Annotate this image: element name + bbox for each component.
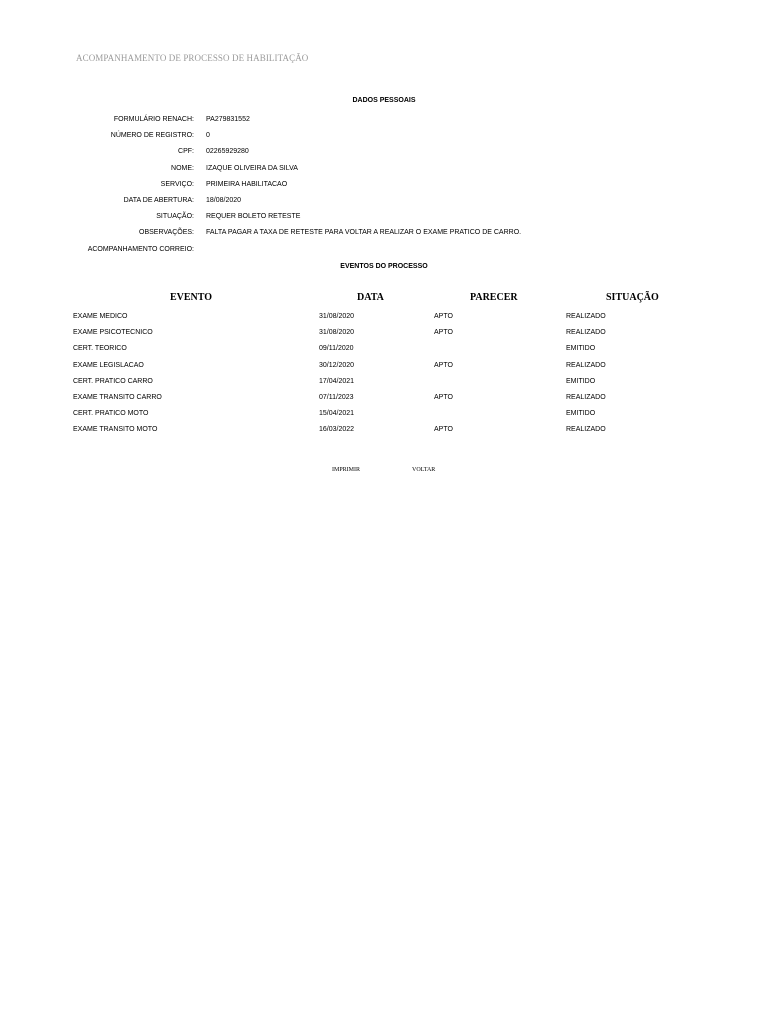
cell-data: 31/08/2020	[319, 329, 355, 336]
cell-data: 09/11/2020	[319, 345, 354, 352]
field-row-servico	[0, 181, 768, 193]
cell-evento: EXAME LEGISLACAO	[73, 362, 144, 369]
cell-evento: CERT. PRATICO CARRO	[73, 378, 153, 385]
field-label: OBSERVAÇÕES:	[139, 229, 194, 236]
imprimir-button[interactable]: IMPRIMIR	[332, 467, 361, 473]
column-header-parecer: PARECER	[470, 292, 518, 303]
cell-evento: EXAME TRANSITO CARRO	[73, 394, 162, 401]
column-header-situacao: SITUAÇÃO	[606, 292, 659, 303]
field-label: SERVIÇO:	[160, 181, 194, 188]
cell-situacao: REALIZADO	[566, 394, 606, 401]
field-value: 02265929280	[206, 148, 249, 155]
field-value: 18/08/2020	[206, 197, 242, 204]
eventos-processo-title: EVENTOS DO PROCESSO	[340, 263, 428, 270]
cell-situacao: EMITIDO	[566, 410, 596, 417]
field-label: CPF:	[178, 148, 194, 155]
page-header-title: ACOMPANHAMENTO DE PROCESSO DE HABILITAÇÃO	[76, 53, 309, 63]
cell-situacao: REALIZADO	[566, 329, 606, 336]
cell-situacao: REALIZADO	[566, 313, 606, 320]
field-value: PRIMEIRA HABILITACAO	[206, 181, 288, 188]
field-label: SITUAÇÃO:	[156, 213, 194, 220]
field-label: NÚMERO DE REGISTRO:	[110, 132, 194, 139]
table-row	[0, 378, 768, 390]
cell-situacao: REALIZADO	[566, 426, 606, 433]
cell-parecer: APTO	[434, 329, 453, 336]
field-row-renach	[0, 116, 768, 128]
cell-evento: EXAME TRANSITO MOTO	[73, 426, 158, 433]
voltar-button[interactable]: VOLTAR	[412, 467, 436, 473]
field-row-correio	[0, 246, 768, 258]
field-row-observacoes	[0, 229, 768, 241]
cell-data: 15/04/2021	[319, 410, 355, 417]
cell-data: 30/12/2020	[319, 362, 355, 369]
cell-evento: CERT. TEORICO	[73, 345, 127, 352]
cell-data: 07/11/2023	[319, 394, 354, 401]
field-row-data-abertura	[0, 197, 768, 209]
table-row	[0, 313, 768, 325]
field-row-situacao	[0, 213, 768, 225]
table-row	[0, 426, 768, 438]
events-table-header	[0, 292, 768, 306]
column-header-data: DATA	[357, 292, 384, 303]
field-value: REQUER BOLETO RETESTE	[206, 213, 301, 220]
cell-parecer: APTO	[434, 426, 453, 433]
dados-pessoais-title: DADOS PESSOAIS	[352, 97, 416, 104]
field-label: ACOMPANHAMENTO CORREIO:	[87, 246, 194, 253]
cell-evento: EXAME PSICOTECNICO	[73, 329, 153, 336]
field-row-cpf	[0, 148, 768, 160]
field-row-registro	[0, 132, 768, 144]
cell-data: 16/03/2022	[319, 426, 355, 433]
column-header-evento: EVENTO	[170, 292, 213, 303]
field-value: FALTA PAGAR A TAXA DE RETESTE PARA VOLTAR A REALIZAR O EXAME PRATICO DE CARRO.	[206, 229, 522, 236]
table-row	[0, 362, 768, 374]
field-label: DATA DE ABERTURA:	[123, 197, 194, 204]
field-value: PA279831552	[206, 116, 250, 123]
actions-bar	[0, 467, 768, 477]
cell-situacao: EMITIDO	[566, 378, 596, 385]
cell-data: 31/08/2020	[319, 313, 355, 320]
cell-parecer: APTO	[434, 394, 453, 401]
cell-evento: EXAME MEDICO	[73, 313, 128, 320]
cell-data: 17/04/2021	[319, 378, 355, 385]
field-row-nome	[0, 165, 768, 177]
cell-evento: CERT. PRATICO MOTO	[73, 410, 149, 417]
field-label: FORMULÁRIO RENACH:	[113, 116, 194, 123]
cell-parecer: APTO	[434, 362, 453, 369]
table-row	[0, 394, 768, 406]
table-row	[0, 345, 768, 357]
field-value: 0	[206, 132, 210, 139]
table-row	[0, 410, 768, 422]
cell-situacao: EMITIDO	[566, 345, 596, 352]
cell-parecer: APTO	[434, 313, 453, 320]
field-label: NOME:	[171, 165, 194, 172]
table-row	[0, 329, 768, 341]
cell-situacao: REALIZADO	[566, 362, 606, 369]
field-value: IZAQUE OLIVEIRA DA SILVA	[206, 165, 298, 172]
